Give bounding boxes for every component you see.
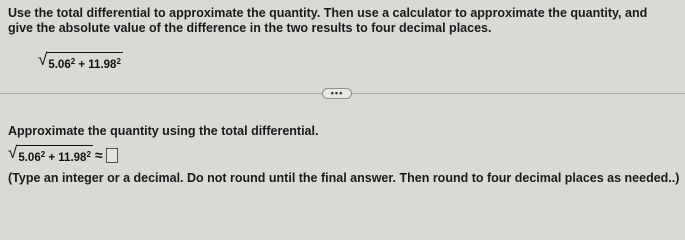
answer-format-hint: (Type an integer or a decimal. Do not round until the final answer. Then round to four decimal places as needed..) <box>8 171 680 185</box>
part-instruction: Approximate the quantity using the total differential. <box>8 124 319 138</box>
base-1: 5.06 <box>48 59 71 71</box>
radicand <box>17 145 93 165</box>
approx-symbol: ≈ <box>94 147 103 163</box>
exponent-1: 2 <box>70 57 76 66</box>
answer-input[interactable] <box>106 148 118 163</box>
more-options-button[interactable]: ••• <box>322 88 352 99</box>
base-2: 11.98 <box>58 152 87 164</box>
exponent-1: 2 <box>40 150 46 159</box>
exponent-2: 2 <box>86 150 91 159</box>
answer-row <box>8 145 118 165</box>
given-expression <box>38 52 123 72</box>
plus-sign: + <box>75 59 89 71</box>
question-text: Use the total differential to approximate the quantity. Then use a calculator to approximate the quantity, and give the absolute value of the difference in the two results to four decimal places. <box>8 6 648 35</box>
square-root-symbol: √ <box>8 143 18 162</box>
square-root-symbol: √ <box>38 50 48 69</box>
base-1: 5.06 <box>18 152 41 164</box>
base-2: 11.98 <box>88 59 117 71</box>
answer-expression <box>8 145 93 165</box>
radicand <box>47 52 123 72</box>
plus-sign: + <box>45 152 59 164</box>
exponent-2: 2 <box>116 57 121 66</box>
